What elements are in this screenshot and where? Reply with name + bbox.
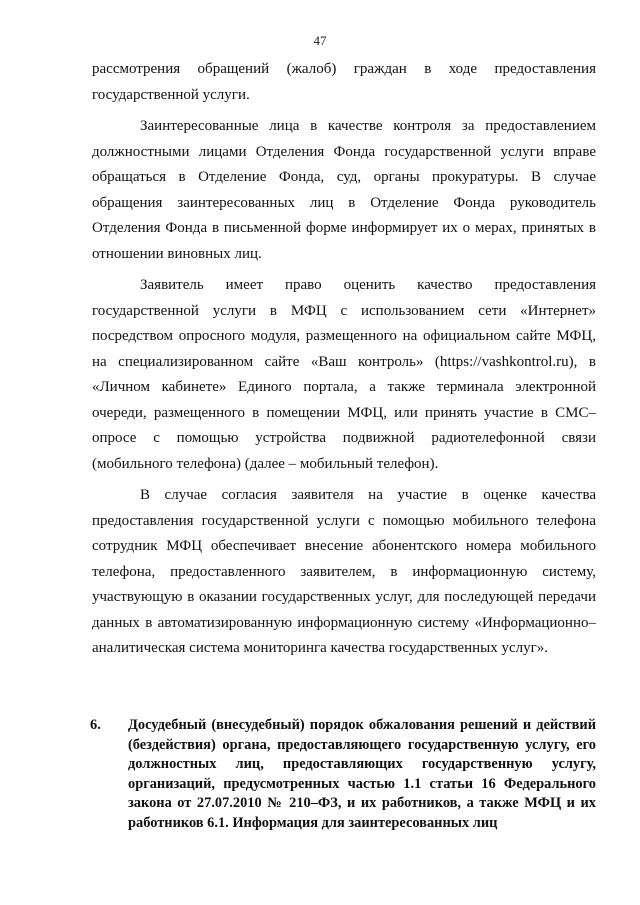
paragraph-continuation: рассмотрения обращений (жалоб) граждан в ходе предоставления государственной услуги. <box>92 61 596 103</box>
paragraph-sms-survey: В случае согласия заявителя на участие в оценке качества предоставления государственной услуги с помощью мобильного телефона сотрудник МФЦ обеспечивает внесение абонентского номера мобильного телефона, предоставленного заявителем, в информационную систему, участвующую в оказании государственных услуг, для последующей передачи данных в автоматизированную информационную систему «Информационно–аналитическая система мониторинга качества государственных услуг». <box>92 487 596 656</box>
section-heading <box>90 716 596 833</box>
document-body <box>92 57 596 662</box>
paragraph-interested-persons: Заинтересованные лица в качестве контроля за предоставлением должностными лицами Отделения Фонда государственной услуги вправе обращаться в Отделение Фонда, суд, органы прокуратуры. В случае обращения заинтересованных лиц в Отделение Фонда руководитель Отделения Фонда в письменной форме информирует их о мерах, принятых в отношении виновных лиц. <box>92 118 596 262</box>
section-number: 6. <box>90 717 101 733</box>
page-number: 47 <box>313 33 327 48</box>
paragraph-applicant-rights: Заявитель имеет право оценить качество предоставления государственной услуги в МФЦ с использованием сети «Интернет» посредством опросного модуля, размещенного на официальном сайте МФЦ, на специализированном сайте «Ваш контроль» (https://vashkontrol.ru), в «Личном кабинете» Единого портала, а также терминала электронной очереди, размещенного в помещении МФЦ, или принять участие в СМС–опросе с помощью устройства подвижной радиотелефонной связи (мобильного телефона) (далее – мобильный телефон). <box>92 277 596 472</box>
section-title: Досудебный (внесудебный) порядок обжалования решений и действий (бездействия) органа, предоставляющего государственную услугу, его должностных лиц, предоставляющих государственную услугу, организаций, предусмотренных частью 1.1 статьи 16 Федерального закона от 27.07.2010 № 210–ФЗ, и их работников, а также МФЦ и их работников 6.1. Информация для заинтересованных лиц <box>128 717 596 831</box>
